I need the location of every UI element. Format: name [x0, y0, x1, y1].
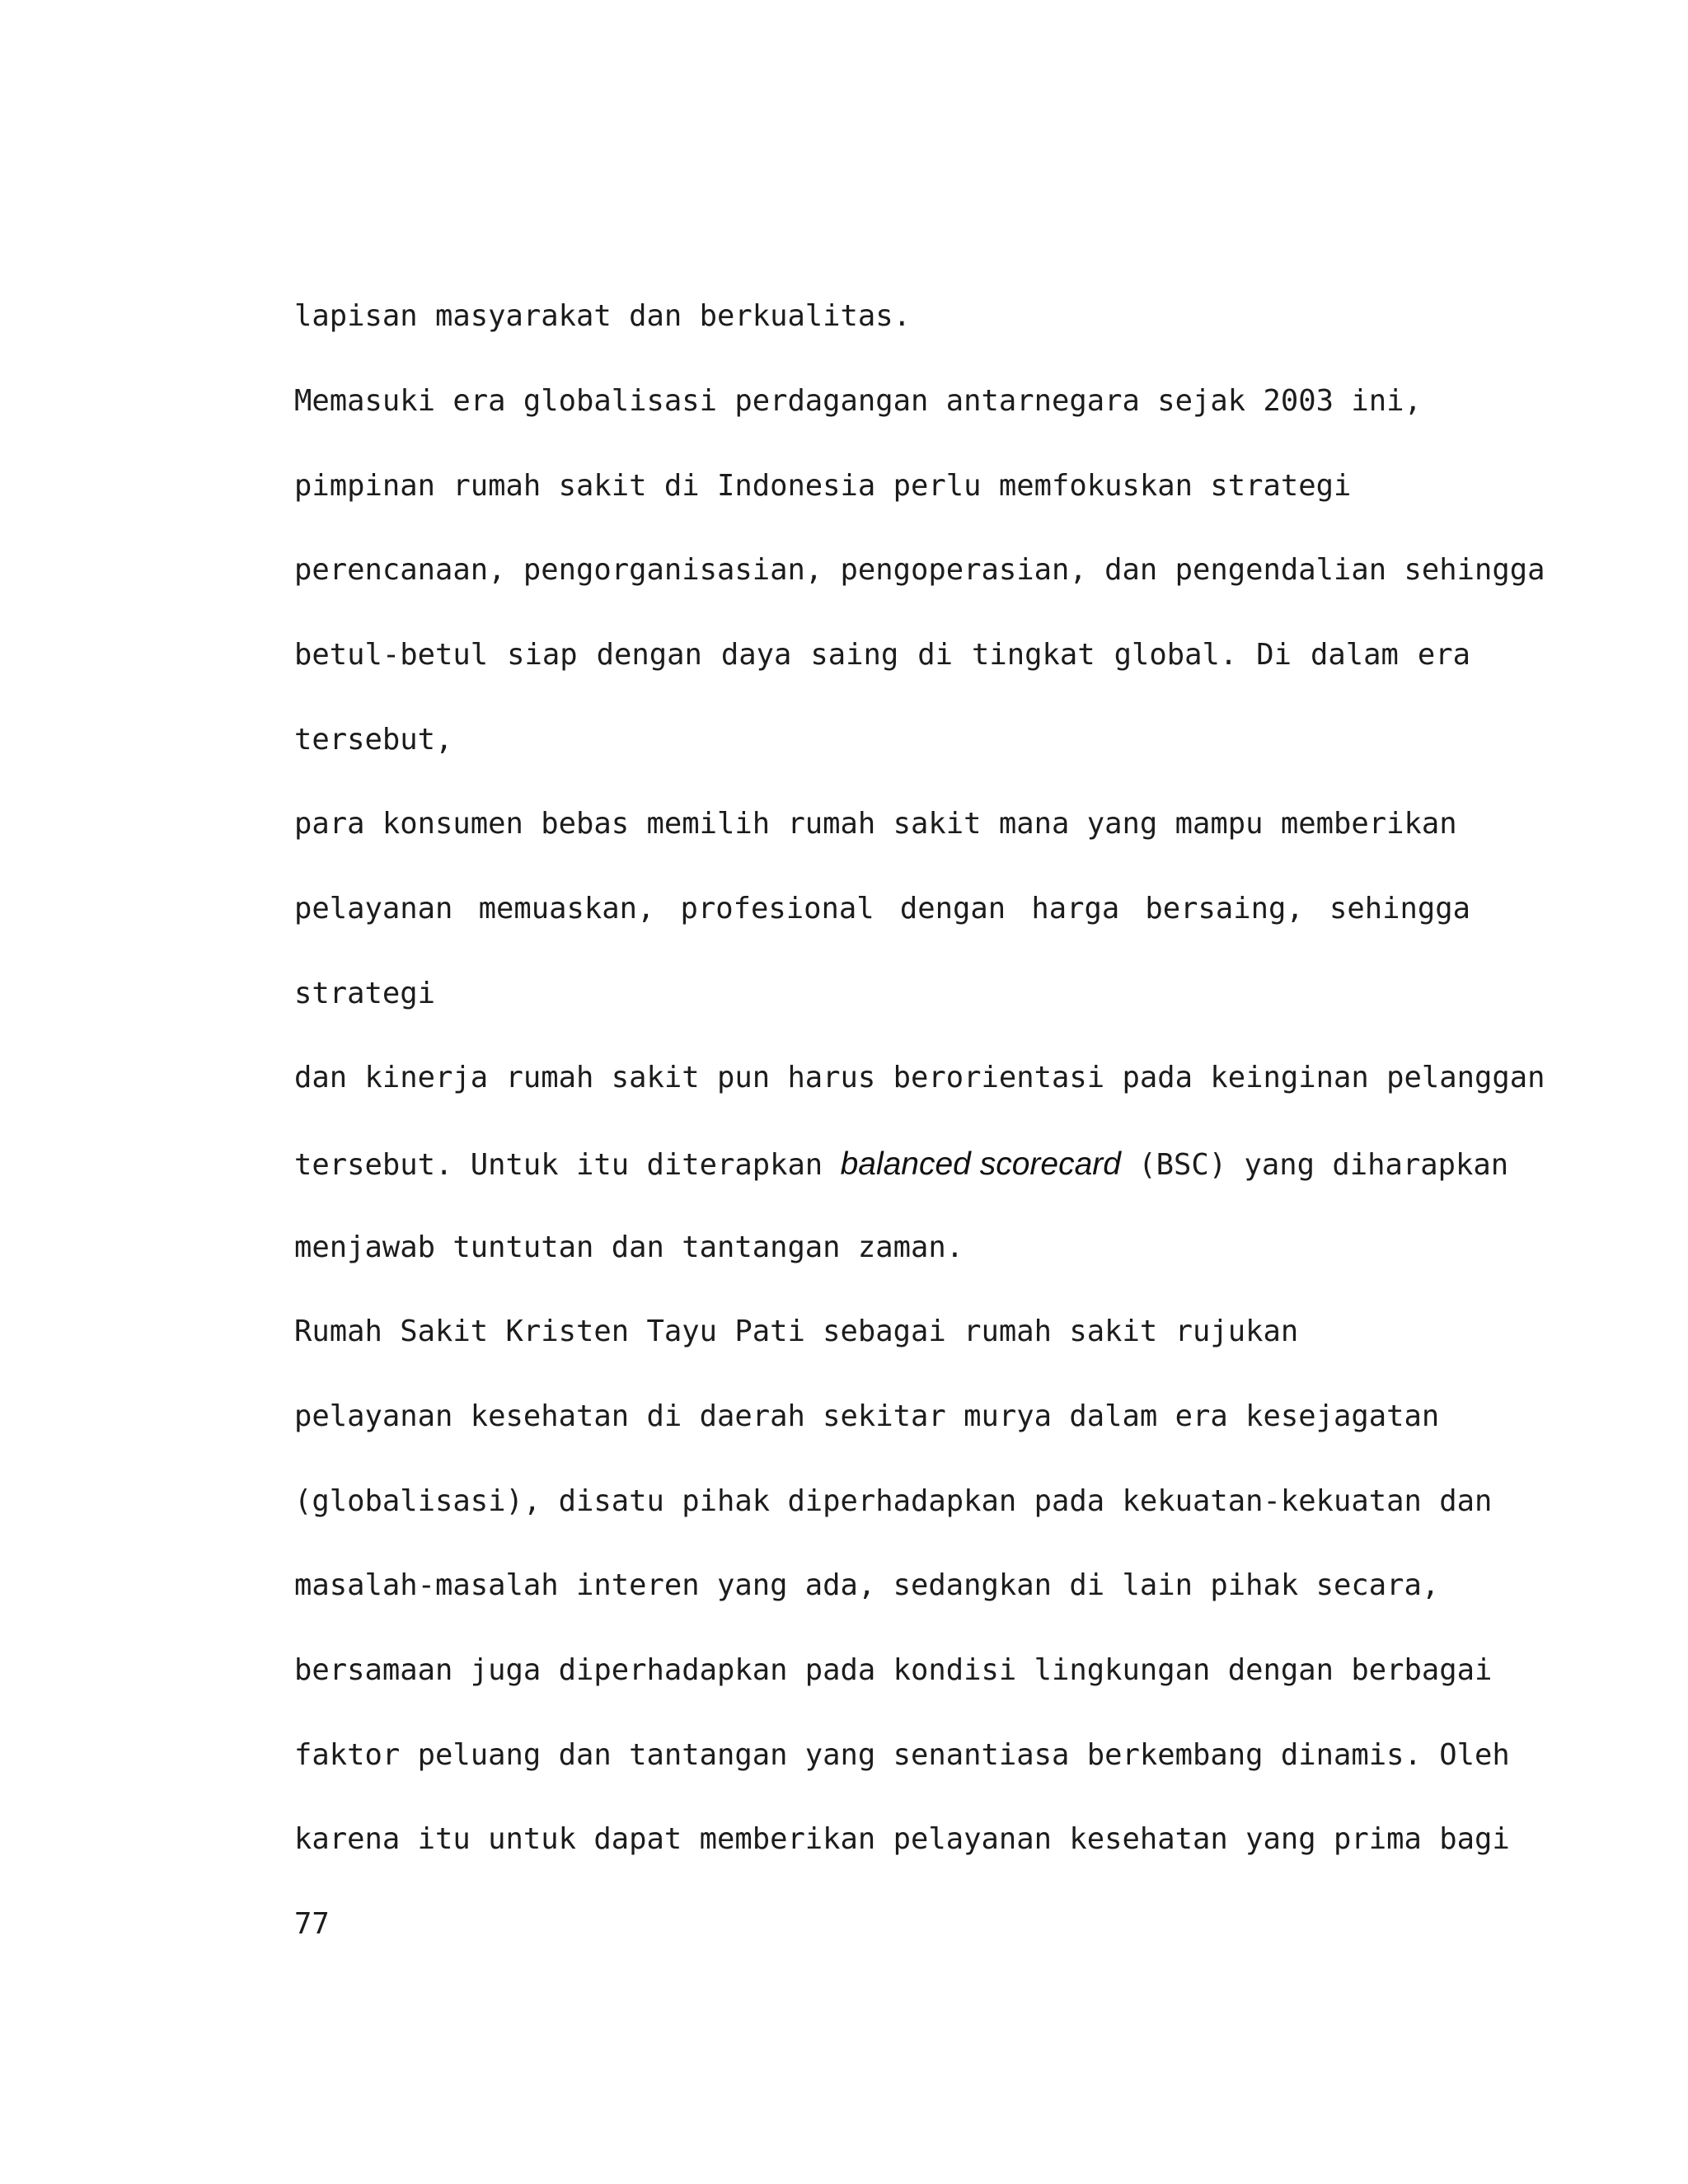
text-line: tersebut, [294, 723, 453, 757]
text-line: pelayanan kesehatan di daerah sekitar murya dalam era kesejagatan [294, 1399, 1440, 1433]
text-segment: tersebut. Untuk itu diterapkan [294, 1148, 841, 1182]
text-segment: (BSC) yang diharapkan [1120, 1148, 1509, 1182]
text-line: para konsumen bebas memilih rumah sakit mana yang mampu memberikan [294, 807, 1457, 841]
text-line: betul-betul siap dengan daya saing di tingkat global. Di dalam era [294, 638, 1470, 672]
balanced-scorecard-term: balanced scorecard [840, 1146, 1121, 1182]
text-line: pelayanan memuaskan, profesional dengan harga bersaing, sehingga [294, 892, 1470, 926]
text-line: (globalisasi), disatu pihak diperhadapkan pada kekuatan-kekuatan dan [294, 1484, 1493, 1518]
text-line: menjawab tuntutan dan tantangan zaman. [294, 1230, 964, 1264]
text-line: faktor peluang dan tantangan yang senantiasa berkembang dinamis. Oleh [294, 1738, 1510, 1772]
page-number: 77 [294, 1907, 330, 1941]
text-line: lapisan masyarakat dan berkualitas. [294, 299, 912, 333]
text-line: Memasuki era globalisasi perdagangan antarnegara sejak 2003 ini, [294, 384, 1422, 418]
text-line: strategi [294, 977, 435, 1010]
text-line: masalah-masalah interen yang ada, sedangkan di lain pihak secara, [294, 1568, 1440, 1602]
text-line: perencanaan, pengorganisasian, pengoperasian, dan pengendalian sehingga [294, 553, 1545, 587]
text-line: karena itu untuk dapat memberikan pelayanan kesehatan yang prima bagi [294, 1822, 1510, 1856]
text-line-with-term [294, 1148, 1508, 1180]
text-line: bersamaan juga diperhadapkan pada kondisi lingkungan dengan berbagai [294, 1653, 1493, 1687]
text-line: pimpinan rumah sakit di Indonesia perlu memfokuskan strategi [294, 469, 1352, 503]
text-line: dan kinerja rumah sakit pun harus berorientasi pada keinginan pelanggan [294, 1061, 1545, 1094]
text-line: Rumah Sakit Kristen Tayu Pati sebagai rumah sakit rujukan [294, 1315, 1299, 1348]
